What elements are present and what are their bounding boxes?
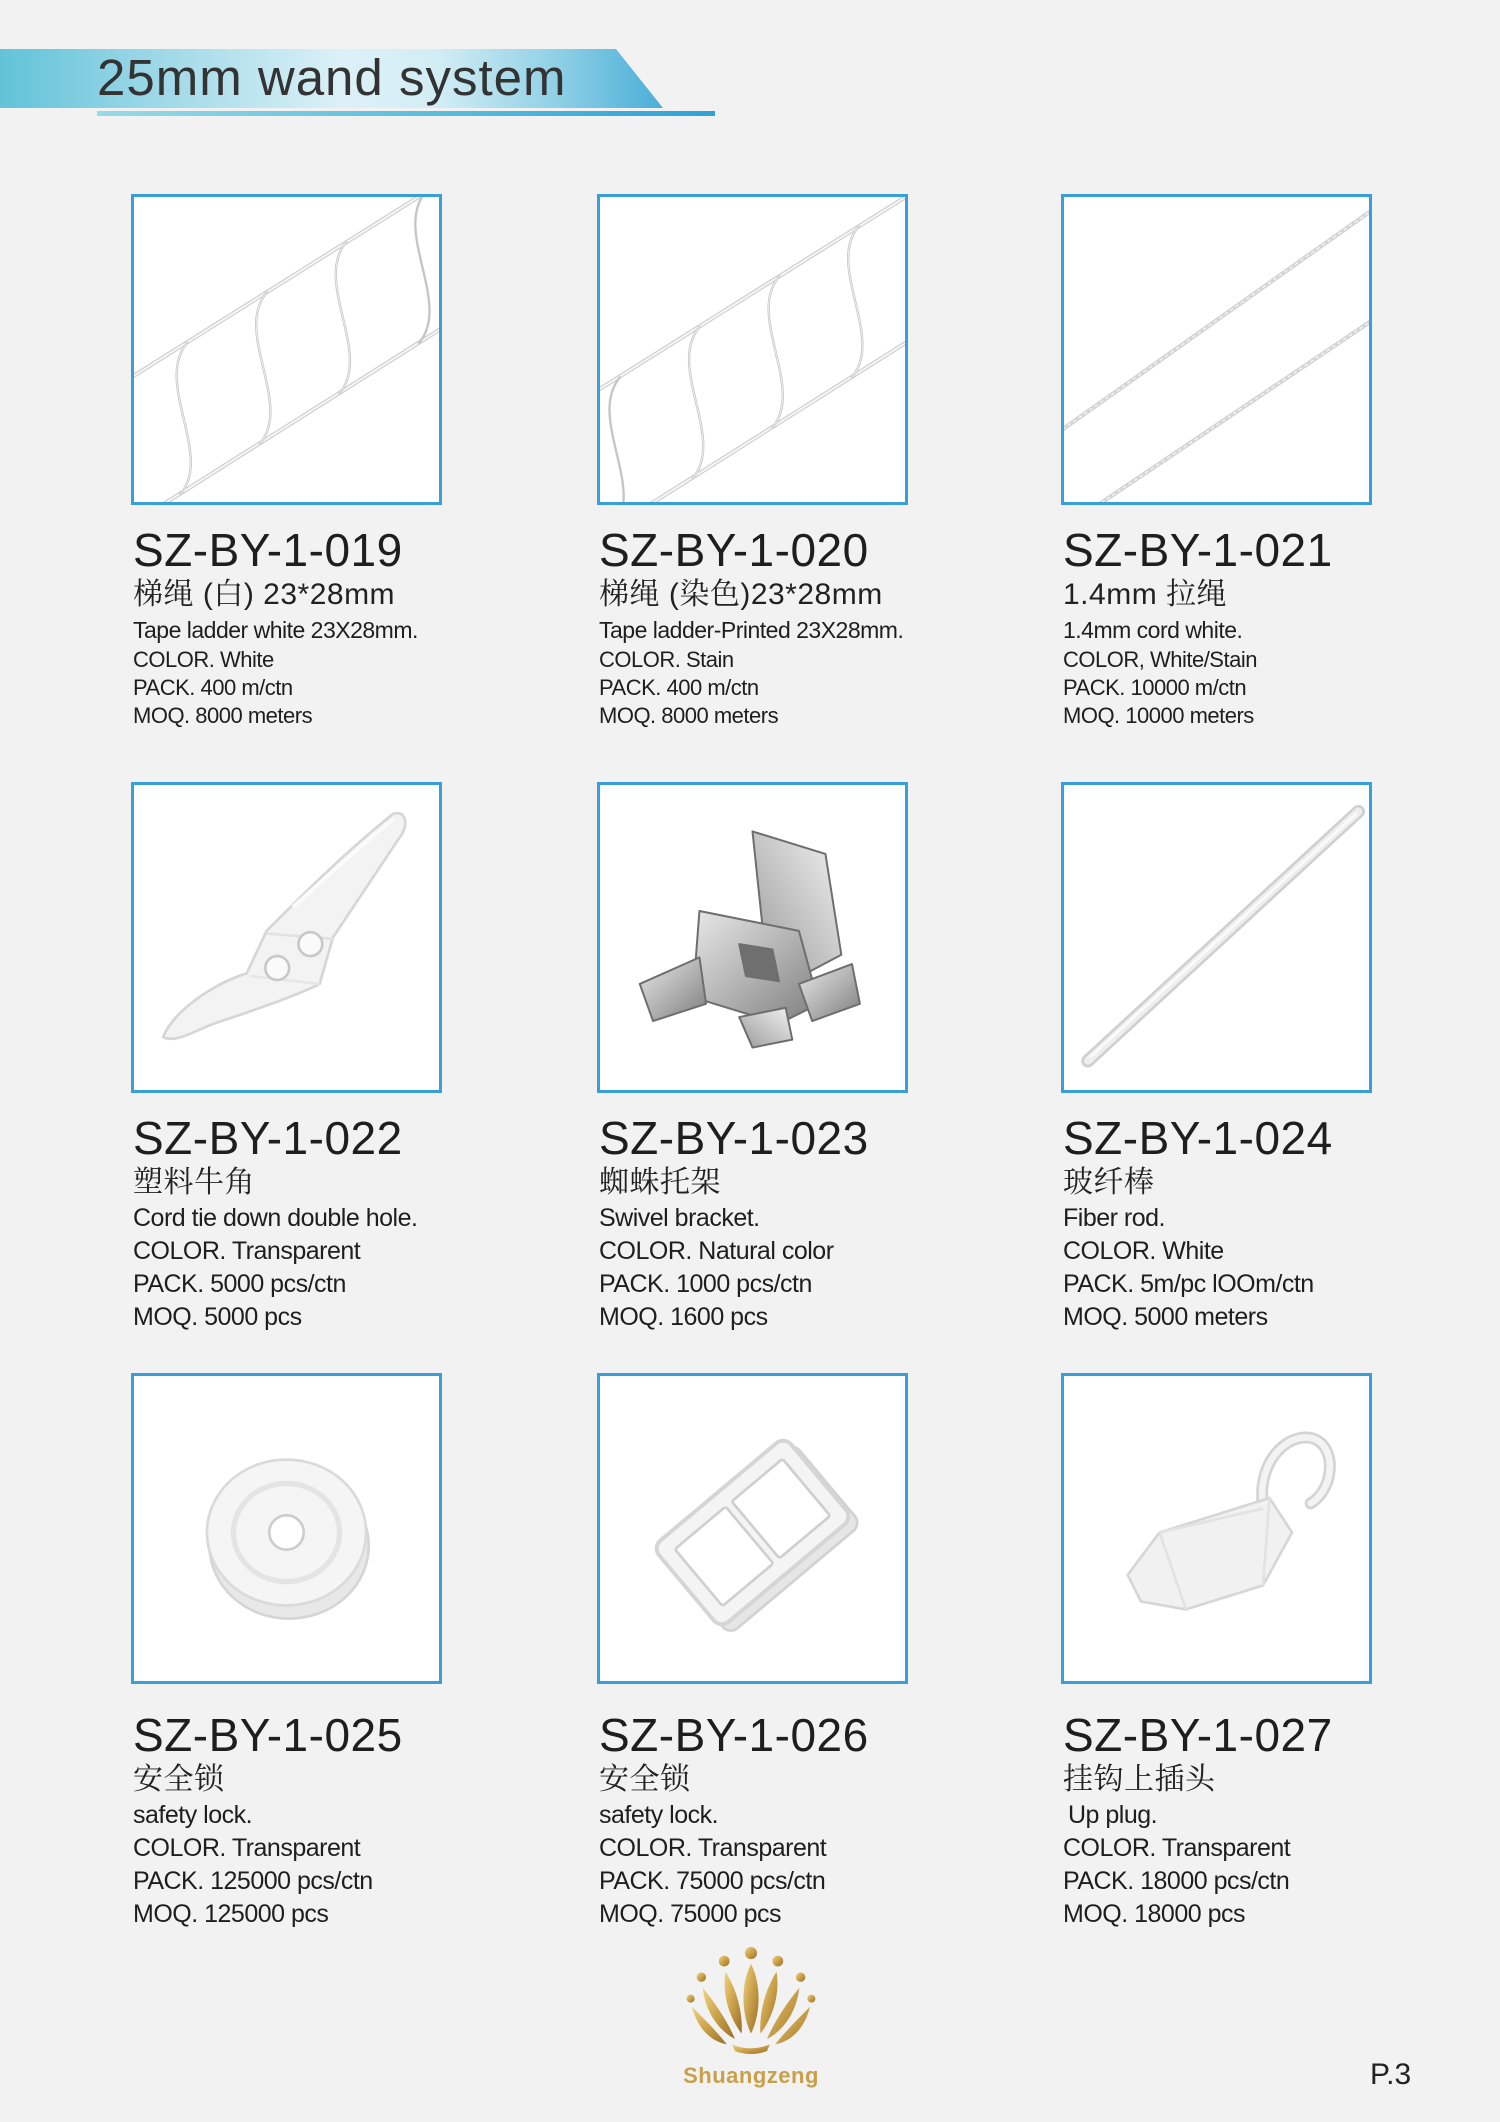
product-info	[133, 1112, 573, 1334]
swivel-bracket-image	[600, 785, 905, 1090]
product-pack: PACK. 75000 pcs/ctn	[599, 1867, 826, 1895]
product-moq: MOQ. 125000 pcs	[133, 1900, 329, 1928]
product-color: COLOR. White	[1063, 1237, 1224, 1265]
product-name-cn: 玻纤棒	[1063, 1166, 1155, 1199]
product-moq: MOQ. 1600 pcs	[599, 1303, 768, 1331]
product-info	[599, 1112, 1039, 1334]
product-name-cn: 挂钩上插头	[1063, 1763, 1216, 1796]
header-underline	[97, 111, 715, 116]
product-card	[1061, 782, 1372, 1331]
product-moq: MOQ. 18000 pcs	[1063, 1900, 1245, 1928]
product-code: SZ-BY-1-025	[133, 1709, 403, 1761]
product-pack: PACK. 5000 pcs/ctn	[133, 1270, 346, 1298]
product-image-frame	[1061, 1373, 1372, 1684]
product-pack: PACK. 5m/pc lOOm/ctn	[1063, 1270, 1314, 1298]
product-moq: MOQ. 75000 pcs	[599, 1900, 781, 1928]
product-name-en: Fiber rod.	[1063, 1204, 1165, 1232]
product-color: COLOR. White	[133, 647, 274, 672]
product-info	[133, 524, 573, 730]
tape-ladder-white-image	[134, 197, 439, 502]
product-color: COLOR. Transparent	[133, 1237, 361, 1265]
product-name-cn: 塑料牛角	[133, 1166, 255, 1199]
page-title: 25mm wand system	[97, 49, 567, 106]
safety-lock-buckle-image	[600, 1376, 905, 1681]
product-card	[597, 1373, 908, 1928]
product-code: SZ-BY-1-019	[133, 524, 403, 576]
product-info	[1063, 1112, 1500, 1334]
product-image-frame	[131, 194, 442, 505]
product-color: COLOR. Transparent	[1063, 1834, 1291, 1862]
product-code: SZ-BY-1-022	[133, 1112, 403, 1164]
product-card	[1061, 194, 1372, 728]
product-name-cn: 梯绳 (染色)23*28mm	[599, 578, 883, 611]
product-image-frame	[131, 1373, 442, 1684]
tape-ladder-printed-image	[600, 197, 905, 502]
product-moq: MOQ. 5000 meters	[1063, 1303, 1268, 1331]
product-moq: MOQ. 8000 meters	[599, 703, 779, 728]
product-code: SZ-BY-1-026	[599, 1709, 869, 1761]
product-pack: PACK. 1000 pcs/ctn	[599, 1270, 812, 1298]
cord-tie-down-image	[134, 785, 439, 1090]
product-pack: PACK. 10000 m/ctn	[1063, 675, 1247, 700]
product-image-frame	[597, 782, 908, 1093]
brand-logo	[683, 1945, 819, 2055]
product-code: SZ-BY-1-027	[1063, 1709, 1333, 1761]
product-name-en: Cord tie down double hole.	[133, 1204, 418, 1232]
product-moq: MOQ. 10000 meters	[1063, 703, 1254, 728]
product-name-cn: 安全锁	[599, 1763, 691, 1796]
product-pack: PACK. 125000 pcs/ctn	[133, 1867, 373, 1895]
product-code: SZ-BY-1-021	[1063, 524, 1333, 576]
product-name-en: 1.4mm cord white.	[1063, 617, 1243, 643]
product-info	[599, 1709, 1039, 1931]
product-info	[1063, 524, 1500, 730]
product-image-frame	[597, 194, 908, 505]
product-moq: MOQ. 8000 meters	[133, 703, 313, 728]
product-name-en: safety lock.	[599, 1801, 719, 1829]
product-name-en: safety lock.	[133, 1801, 253, 1829]
product-name-cn: 蜘蛛托架	[599, 1166, 721, 1199]
safety-lock-round-image	[134, 1376, 439, 1681]
product-card	[1061, 1373, 1372, 1928]
page-number: P.3	[1370, 2058, 1412, 2091]
product-code: SZ-BY-1-020	[599, 524, 869, 576]
product-card	[131, 1373, 442, 1928]
up-plug-image	[1064, 1376, 1369, 1681]
product-card	[131, 194, 442, 728]
product-moq: MOQ. 5000 pcs	[133, 1303, 302, 1331]
product-name-cn: 安全锁	[133, 1763, 225, 1796]
product-card	[597, 194, 908, 728]
product-color: COLOR. Stain	[599, 647, 734, 672]
product-name-en: Tape ladder-Printed 23X28mm.	[599, 617, 904, 643]
crown-logo-icon	[683, 1945, 819, 2055]
product-color: COLOR, White/Stain	[1063, 647, 1257, 672]
cord-image	[1064, 197, 1369, 502]
product-name-cn: 1.4mm 拉绳	[1063, 578, 1228, 611]
product-info	[1063, 1709, 1500, 1931]
brand-name: Shuangzeng	[683, 2063, 819, 2088]
product-card	[597, 782, 908, 1331]
fiber-rod-image	[1064, 785, 1369, 1090]
product-info	[133, 1709, 573, 1931]
product-image-frame	[1061, 782, 1372, 1093]
product-pack: PACK. 400 m/ctn	[599, 675, 759, 700]
product-pack: PACK. 18000 pcs/ctn	[1063, 1867, 1290, 1895]
product-card	[131, 782, 442, 1331]
product-code: SZ-BY-1-023	[599, 1112, 869, 1164]
product-pack: PACK. 400 m/ctn	[133, 675, 293, 700]
product-image-frame	[131, 782, 442, 1093]
product-color: COLOR. Natural color	[599, 1237, 834, 1265]
product-name-en: Tape ladder white 23X28mm.	[133, 617, 418, 643]
product-color: COLOR. Transparent	[133, 1834, 361, 1862]
product-name-en: Swivel bracket.	[599, 1204, 760, 1232]
product-image-frame	[1061, 194, 1372, 505]
product-image-frame	[597, 1373, 908, 1684]
product-code: SZ-BY-1-024	[1063, 1112, 1333, 1164]
product-name-cn: 梯绳 (白) 23*28mm	[133, 578, 396, 611]
product-color: COLOR. Transparent	[599, 1834, 827, 1862]
product-name-en: Up plug.	[1068, 1801, 1158, 1829]
product-info	[599, 524, 1039, 730]
